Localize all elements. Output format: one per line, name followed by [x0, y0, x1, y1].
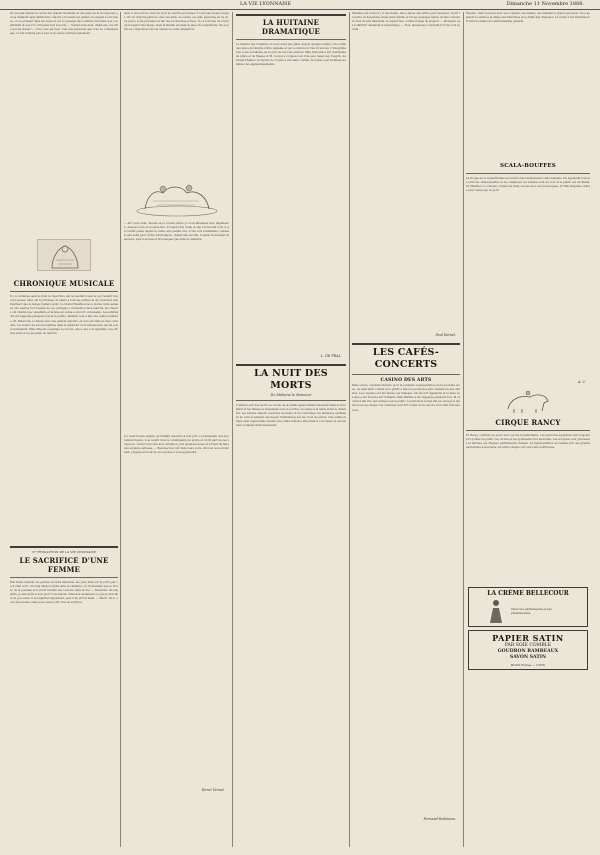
divider	[352, 374, 460, 375]
cafes-concerts-title: LES CAFÉS-CONCERTS	[372, 347, 440, 370]
chronique-text: Il y a certaines œuvres dont le répertoire qui ne saurait s'user et qui restent toujours jeunes; elles ont le privilège de plaire à tous les publics et de conserver une fraîcheur que le temps n'altère point. Le Grand-Théâtre nous a donné cette semaine une reprise fort soignée de ces ouvrages, l'orchestre a bien marché, les chœurs ont chanté avec ensemble et la mise en scène a été fort convenable. Les artistes ont été rappelés plusieurs fois et le public, satisfait, leur a fait une ovation méritée. M. Delaroche a chanté avec une grande autorité, sa voix est belle et bien conduite; il a obtenu un succès légitime dans le grand air du troisième acte qui lui a été redemandé. Mme Huguet a partagé ce succès, elle a une voix agréable, une diction juste et un jeu plein de naturel.	[10, 295, 118, 335]
column-rule	[232, 12, 233, 847]
cirque-title: CIRQUE RANCY	[495, 418, 561, 427]
scala-bouffes-title: SCALA-BOUFFES	[500, 163, 556, 169]
divider	[236, 364, 346, 366]
illustration-sketch	[37, 239, 91, 271]
signature: Paul Reinel.	[435, 333, 456, 337]
nuit-text: C'était le soir des morts; la cloche de la vieille église tintait lentement dans le brouillard et les fidèles se pressaient sous le porche, un cierge à la main. Dans le cimetière, les tombes étaient couvertes de fleurs et de couronnes; les lanternes vacillaient au vent et jetaient des lueurs tremblantes sur les croix de pierre. Une vieille femme était agenouillée devant une tombe fraîche; elle priait à voix basse et ses larmes coulaient silencieusement.	[236, 404, 346, 428]
article-text: midi, il est sorti de chez lui pour se rendre au bureau; il n'est pas revenu depuis. On l'a cherché partout, chez ses amis, au cercle, au café; personne ne l'a vu. La police a été prévenue et fait des recherches actives. Il y a tout lieu de croire qu'il s'agit d'une fugue, mais la famille est dans la plus vive inquiétude. On se perd en conjectures sur les causes de cette disparition.	[124, 12, 229, 32]
signature: A. C.	[577, 380, 586, 384]
signature: Fernand Robinson.	[423, 817, 456, 821]
cirque-text: M. Rancy continue de jouer avec succès la pantomime. Les exercices équestres sont toujours fort goûtés du public; les clowns et les gymnastes font merveille. Les écuyères sont gracieuses et hardies, les chevaux parfaitement dressés. La représentation se termine par une grande pantomime à spectacle qui attire chaque soir une foule nombreuse.	[466, 434, 590, 450]
huitaine-text: Le théâtre des Célestins ne nous avait pas gâtés depuis quelque temps; voici enfin une pièce qui mérite d'être signalée et qui a obtenu un très vif succès. L'interprétation a été excellente de la part de tous les artistes; Mlle Dubreuil a été charmante de grâce et de finesse et M. Louvet a composé son rôle avec beaucoup d'esprit. Au Grand-Théâtre, la reprise de l'opéra a fait salle comble; la soirée s'est terminée au milieu des applaudissements.	[236, 43, 346, 67]
chronique-title: CHRONIQUE MUSICALE	[13, 279, 115, 288]
column-5	[466, 12, 590, 847]
ad-line: SAVON SATIN	[509, 655, 547, 660]
nuit-subtitle: De Mélaine le Bonneur	[270, 393, 312, 397]
article-text: Ensuite, vient la revue avec ses couplets, ses ballets, ses tableaux à grand spectacle. On a applaudi à outrance la danse des Pierrettes et le défilé des drapeaux. La soirée s'est terminée fort tard au milieu de l'enthousiasme général.	[466, 12, 590, 24]
sacrifice-title: LE SACRIFICE D'UNE FEMME	[19, 556, 109, 574]
divider	[10, 546, 118, 548]
illustration-horse	[498, 387, 558, 415]
article-text: On pouvait diviser le cercle des grands mondains et des gens de la bourgeoisie qui se mêlaient sans distinction; chacun y trouvait son plaisir, on causait à voix basse, on se pressait dans les loges et sur le passage des toilettes nouvelles que l'on admirait et que l'on critiquait tout à la fois. — Voulez-vous bien, disait-elle, me dire qui est là-bas? — Il ne vous est rien, c'est une personne que vous ne connaissez pas. Le bal s'anima peu à peu et la soirée s'acheva gaiement.	[10, 12, 118, 36]
divider	[466, 173, 590, 174]
divider	[236, 39, 346, 40]
signature: Henri Vernet.	[201, 788, 225, 792]
page-header	[0, 0, 600, 10]
column-4	[352, 12, 460, 847]
advertisement-papier	[468, 630, 588, 670]
casino-text: Belle soirée, vendredi dernier, pour la première représentation de la nouvelle revue. La salle était comble et le public a fait un accueil des plus chaleureux aux artistes. Les couplets ont été bissés, les tableaux ont été fort applaudis et la mise en scène a été trouvée fort brillante. Mlle Marthe a été rappelée plusieurs fois; M. Dorval a fait rire aux larmes tout le public. La direction a bien fait les choses et mérite tous nos éloges; les costumes sont fort riches et les décors d'un effet très heureux.	[352, 384, 460, 412]
feuilleton-label: N° FEUILLETON DE LA VIE LYONNAISE	[32, 550, 96, 554]
ad-title: PAPIER SATIN	[492, 633, 564, 643]
divider	[466, 430, 590, 431]
ad-line: PAR SOIE COMBLE	[504, 643, 552, 648]
ad-body	[471, 598, 585, 624]
divider	[352, 343, 460, 345]
divider	[236, 14, 346, 16]
huitaine-title: LA HUITAINE DRAMATIQUE	[261, 18, 321, 36]
ad-text: Chez les parfumeurs et les pharmaciens	[511, 607, 552, 615]
ad-title: LA CRÈME BELLECOUR	[487, 590, 569, 597]
header-date: Dimanche 11 Novembre 1888.	[506, 1, 584, 7]
illustration-figures	[129, 175, 225, 219]
article-text: Il y avait là une énigme qu'il fallait résoudre à tout prix. Le lendemain, dès la première heure, il se rendit chez le commissaire de police et lui fit part de ses soupçons. Celui-ci l'écouta avec attention, prit quelques notes et promit de faire une enquête sérieuse. — Revenez me voir dans deux jours, dit-il en le reconduisant, j'espère avoir alors du nouveau à vous apprendre.	[124, 435, 229, 455]
casino-title: CASINO DES ARTS	[380, 378, 432, 383]
column-3	[236, 12, 346, 847]
column-rule	[349, 12, 350, 847]
ad-line: GOUDRON RAMBEAUX	[497, 649, 559, 654]
sacrifice-text: Elle avait entendu ces paroles et resta immobile, les yeux fixés sur la porte par où il était sorti. Un long silence régna dans la chambre; on n'entendait que le tic-tac de la pendule et le bruit lointain des voitures dans la rue. — Monsieur, dit-elle enfin, je suis prête à tout pour vous sauver; dites-moi seulement ce que je dois faire et je le ferai. Il la regarda longuement, puis il lui prit la main. — Merci, dit-il, vous êtes bonne, mais je ne veux point d'un tel sacrifice.	[10, 581, 118, 605]
column-2	[124, 12, 229, 847]
scala-text: La troupe de la Scala-Bouffes se montre très remarquable cette semaine. On applaudit tous les soirs les chansonnettes et les romances; les artistes sont en voix et le public est enchanté. M. Maridet, le comique, obtient un franc succès avec ses monologues, et Mlle Delphine chante avec beaucoup de goût.	[466, 177, 590, 193]
article-text: Madame est sortie il y a une heure, elle a laissé une lettre pour monsieur. Il prit la lettre, la décacheta d'une main fébrile et lut les quelques lignes qu'elle contenait. Puis il resta immobile, le regard fixe, comme frappé de stupeur. — Monsieur est souffrant? demanda le domestique. — Non, laissez-moi, répondit-il d'une voix sourde.	[352, 12, 460, 32]
advertisement-creme	[468, 587, 588, 627]
column-rule	[463, 12, 464, 847]
divider	[236, 400, 346, 401]
column-rule	[120, 12, 121, 847]
divider	[10, 291, 118, 292]
ad-footer: ROUX Frères — LYON	[510, 663, 546, 667]
ad-figure-icon	[485, 598, 507, 624]
signature: L. DE PRAL.	[320, 354, 342, 358]
column-1	[10, 12, 118, 847]
header-title: LA VIE LYONNAISE	[240, 1, 292, 7]
nuit-title: LA NUIT DES MORTS	[254, 368, 328, 391]
article-text: — Ah! vous voilà, dit-elle en le voyant entrer; je vous attendais avec impatience. Asseyez-vous et écoutez-moi. Il s'assit près d'elle et elle lui raconta tout ce qui s'était passé depuis la veille; elle parlait vite, d'une voix tremblante, comme si elle avait peur d'être interrompue. Quand elle eut fini, il resta un moment silencieux, puis il se leva et fit quelques pas dans la chambre.	[124, 222, 229, 242]
divider	[10, 577, 118, 578]
